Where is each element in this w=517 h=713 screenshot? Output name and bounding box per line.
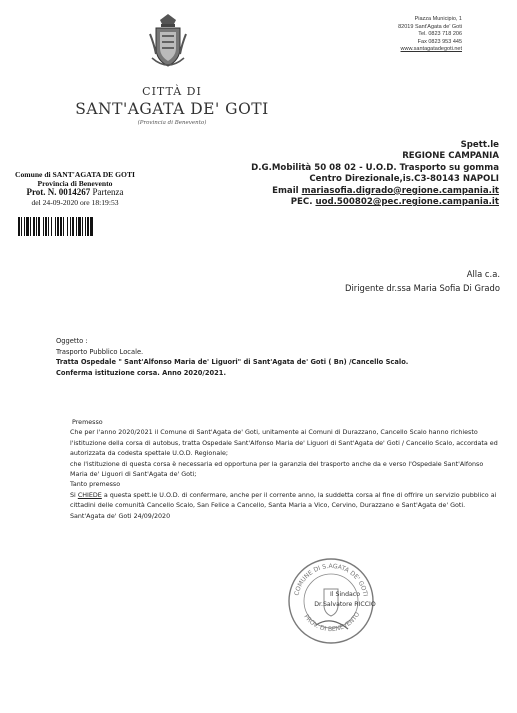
address-phone: Tel. 0823 718 206	[418, 31, 462, 38]
protocol-province: Provincia di Benevento	[37, 179, 113, 189]
body-request-text: a questa spett.le U.O.D. di confermare, anche per il corrente anno, la suddetta corsa al fine di offrire un servizio pubblico ai cittadini delle comunità Cancello Scalo, San Felice a Cancello, Santa Maria a Vico, Cervino, Durazzano e Sant'Agata de' Goti.	[70, 491, 497, 510]
stamp-text-top: COMUNE DI S.AGATA DE' GOTI	[293, 562, 369, 597]
protocol-direction: Partenza	[92, 187, 124, 198]
protocol-barcode	[18, 217, 120, 236]
subject-label: Oggetto :	[56, 337, 88, 345]
city-name: SANT'AGATA DE' GOTI	[75, 100, 269, 118]
body-paragraph-2: che l'istituzione di questa corsa è necessaria ed opportuna per la garanzia del trasporto anche da e verso l'Ospedale Sant'Alfonso Maria de' Liguori di Sant'Agata de' Goti;	[70, 460, 484, 479]
attention-line: Alla c.a.	[466, 269, 500, 279]
body-premesso: Premesso	[72, 419, 103, 426]
body-chiede: CHIEDE	[77, 491, 102, 499]
protocol-block	[2, 170, 148, 207]
recipient-email-label: Email	[272, 185, 299, 196]
body-paragraph-1: Che per l'anno 2020/2021 il Comune di Sant'Agata de' Goti, unitamente ai Comuni di Durazzano, Cancello Scalo hanno richiesto l'istituzione della corsa di autobus, tratta Ospedale Sant'Alfonso Maria de' Liguori di Sant'Agata de' Goti / Cancello Scalo, accordata ed autorizzata da codesta spettale U.O.D. Regionale;	[70, 429, 498, 458]
subject-line-3: Conferma istituzione corsa. Anno 2020/2021.	[56, 368, 226, 377]
letter-body	[56, 418, 498, 522]
body-tanto-premesso: Tanto premesso	[70, 481, 121, 489]
recipient-block	[189, 140, 499, 208]
body-paragraph-3	[56, 491, 498, 512]
municipal-address	[370, 16, 462, 54]
address-city: 82019 Sant'Agata de' Goti	[398, 23, 462, 30]
subject-block	[56, 336, 496, 378]
recipient-address: Centro Direzionale,is.C3-80143 NAPOLI	[309, 174, 499, 185]
protocol-number-label: Prot. N.	[26, 187, 57, 198]
address-street: Piazza Municipio, 1	[414, 16, 462, 22]
municipal-crest-icon	[148, 14, 188, 70]
subject-line-1: Trasporto Pubblico Locale.	[56, 347, 144, 356]
stamp-text-bottom: PROV. DI BENEVENTO	[302, 611, 362, 634]
signature-block	[300, 590, 390, 609]
subject-line-2: Tratta Ospedale " Sant'Alfonso Maria de' Liguori" di Sant'Agata de' Goti ( Bn) /Cancello Scalo.	[56, 358, 409, 367]
attention-recipient: Dirigente dr.ssa Maria Sofia Di Grado	[345, 282, 500, 293]
recipient-email-link[interactable]: mariasofia.digrado@regione.campania.it	[301, 185, 499, 196]
signature-title: Il Sindaco	[330, 591, 360, 598]
body-place-date: Sant'Agata de' Goti 24/09/2020	[70, 512, 171, 520]
recipient-salutation: Spett.le	[460, 140, 499, 150]
attention-block	[200, 268, 500, 295]
protocol-date: del 24-09-2020 ore 18:19:53	[31, 197, 119, 207]
recipient-pec-link[interactable]: uod.500802@pec.regione.campania.it	[315, 197, 499, 208]
city-label: CITTÀ DI	[142, 85, 202, 98]
city-province: (Provincia di Benevento)	[137, 120, 207, 126]
recipient-dept: D.G.Mobilità 50 08 02 - U.O.D. Trasporto su gomma	[251, 162, 499, 173]
protocol-entity: Comune di SANT'AGATA DE GOTI	[15, 170, 135, 179]
protocol-number: 0014267	[58, 187, 91, 198]
address-fax: Fax 0823 953 445	[417, 38, 462, 45]
address-website-link[interactable]: www.santagatadegoti.net	[400, 46, 462, 53]
signature-name: Dr.Salvatore RICCIO	[314, 600, 376, 608]
recipient-pec-label: PEC.	[290, 197, 313, 208]
recipient-org: REGIONE CAMPANIA	[402, 151, 499, 162]
body-si: Si	[70, 491, 76, 499]
